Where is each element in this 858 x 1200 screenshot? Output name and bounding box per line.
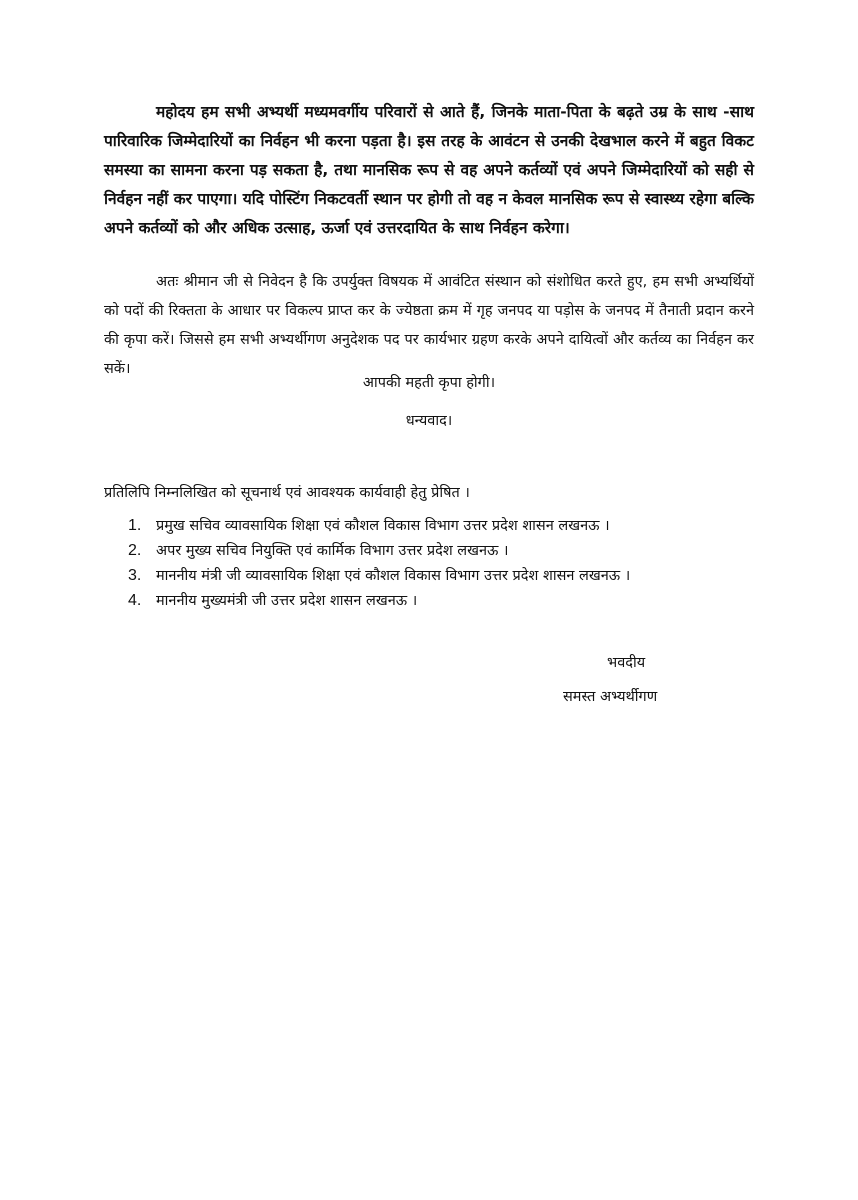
closing-request: आपकी महती कृपा होगी। — [362, 375, 496, 391]
copy-to-list — [128, 514, 758, 614]
list-item-text: माननीय मुख्यमंत्री जी उत्तर प्रदेश शासन लखनऊ । — [156, 593, 418, 609]
list-item-number: 3. — [128, 567, 142, 584]
list-item — [128, 539, 758, 563]
list-item-text: अपर मुख्य सचिव नियुक्ति एवं कार्मिक विभाग उत्तर प्रदेश लखनऊ । — [156, 543, 509, 559]
closing-thanks: धन्यवाद। — [405, 413, 453, 429]
list-item-number: 2. — [128, 542, 142, 559]
signature-name: समस्त अभ्यर्थीगण — [563, 689, 658, 705]
list-item-text: माननीय मंत्री जी व्यावसायिक शिक्षा एवं कौशल विकास विभाग उत्तर प्रदेश शासन लखनऊ । — [156, 568, 631, 584]
signature-salutation: भवदीय — [607, 655, 646, 671]
list-item-number: 1. — [128, 517, 142, 534]
copy-to-intro: प्रतिलिपि निम्नलिखित को सूचनार्थ एवं आवश्यक कार्यवाही हेतु प्रेषित । — [104, 485, 470, 501]
list-item — [128, 514, 758, 538]
letter-paragraph-1: महोदय हम सभी अभ्यर्थी मध्यमवर्गीय परिवारों से आते हैं, जिनके माता-पिता के बढ़ते उम्र के साथ -साथ पारिवारिक जिम्मेदारियों का निर्वहन भी करना पड़ता है। इस तरह के आवंटन से उनकी देखभाल करने में बहुत विकट समस्या का सामना करना पड़ सकता है, तथा मानसिक रूप से वह अपने कर्तव्यों एवं अपने जिम्मेदारियों को सही से निर्वहन नहीं कर पाएगा। यदि पोस्टिंग निकटवर्ती स्थान पर होगी तो वह न केवल मानसिक रूप से स्वास्थ्य रहेगा बल्कि अपने कर्तव्यों को और अधिक उत्साह, ऊर्जा एवं उत्तरदायित के साथ निर्वहन करेगा। — [104, 103, 754, 237]
list-item-number: 4. — [128, 592, 142, 609]
list-item-text: प्रमुख सचिव व्यावसायिक शिक्षा एवं कौशल विकास विभाग उत्तर प्रदेश शासन लखनऊ । — [156, 518, 610, 534]
list-item — [128, 564, 758, 588]
letter-paragraph-2: अतः श्रीमान जी से निवेदन है कि उपर्युक्त विषयक में आवंटित संस्थान को संशोधित करते हुए, हम सभी अभ्यर्थियों को पदों की रिक्तता के आधार पर विकल्प प्राप्त कर के ज्येष्ठता क्रम में गृह जनपद या पड़ोस के जनपद में तैनाती प्रदान करने की कृपा करें। जिससे हम सभी अभ्यर्थीगण अनुदेशक पद पर कार्यभार ग्रहण करके अपने दायित्वों और कर्तव्य का निर्वहन कर सकें। — [104, 274, 754, 377]
list-item — [128, 589, 758, 613]
